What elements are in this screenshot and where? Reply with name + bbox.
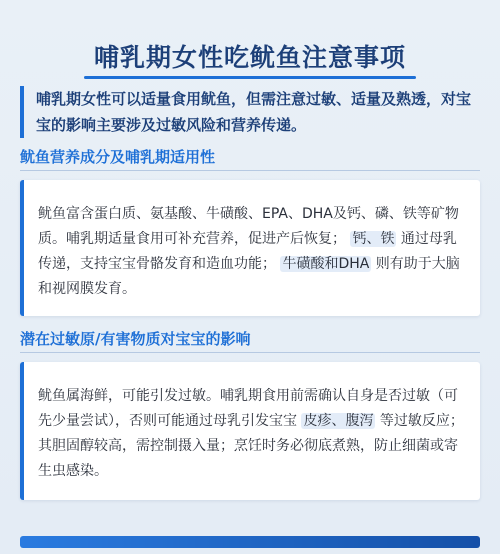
nutrition-text-part: 通过母乳传递，支持宝宝骨骼发育和造血功能； — [38, 231, 457, 272]
section-heading-allergen: 潜在过敏原/有害物质对宝宝的影响 — [20, 330, 251, 348]
allergen-text-part: 鱿鱼属海鲜，可能引发过敏。哺乳期食用前需确认自身是否过敏（可先少量尝试），否则可能通过母乳引发宝宝 — [38, 388, 458, 429]
nutrition-text-part: 鱿鱼富含蛋白质、氨基酸、牛磺酸、EPA、DHA及钙、磷、铁等矿物质。哺乳期适量食用可补充营养，促进产后恢复； — [38, 206, 459, 247]
section-divider — [20, 352, 480, 353]
highlight-rash-diarrhea: 皮疹、腹泻 — [303, 413, 374, 429]
nutrition-text-part: 则有助于大脑和视网膜发育。 — [38, 256, 460, 297]
allergen-text — [38, 384, 470, 484]
allergen-text-part: 等过敏反应；其胆固醇较高，需控制摄入量；烹饪时务必彻底煮熟，防止细菌或寄生虫感染。 — [38, 413, 464, 479]
highlight-calcium-iron: 钙、铁 — [352, 231, 395, 247]
page-title: 哺乳期女性吃鱿鱼注意事项 — [93, 43, 406, 72]
nutrition-text — [38, 202, 470, 302]
intro-summary: 哺乳期女性可以适量食用鱿鱼，但需注意过敏、适量及熟透，对宝宝的影响主要涉及过敏风险和营养传递。 — [20, 86, 484, 138]
title-underline — [84, 76, 416, 79]
highlight-taurine-dha: 牛磺酸和DHA — [282, 256, 370, 272]
section-divider — [20, 170, 480, 171]
section-heading-nutrition: 鱿鱼营养成分及哺乳期适用性 — [20, 148, 216, 166]
bottom-accent-bar — [20, 536, 480, 548]
allergen-card — [20, 362, 480, 500]
nutrition-card — [20, 180, 480, 316]
